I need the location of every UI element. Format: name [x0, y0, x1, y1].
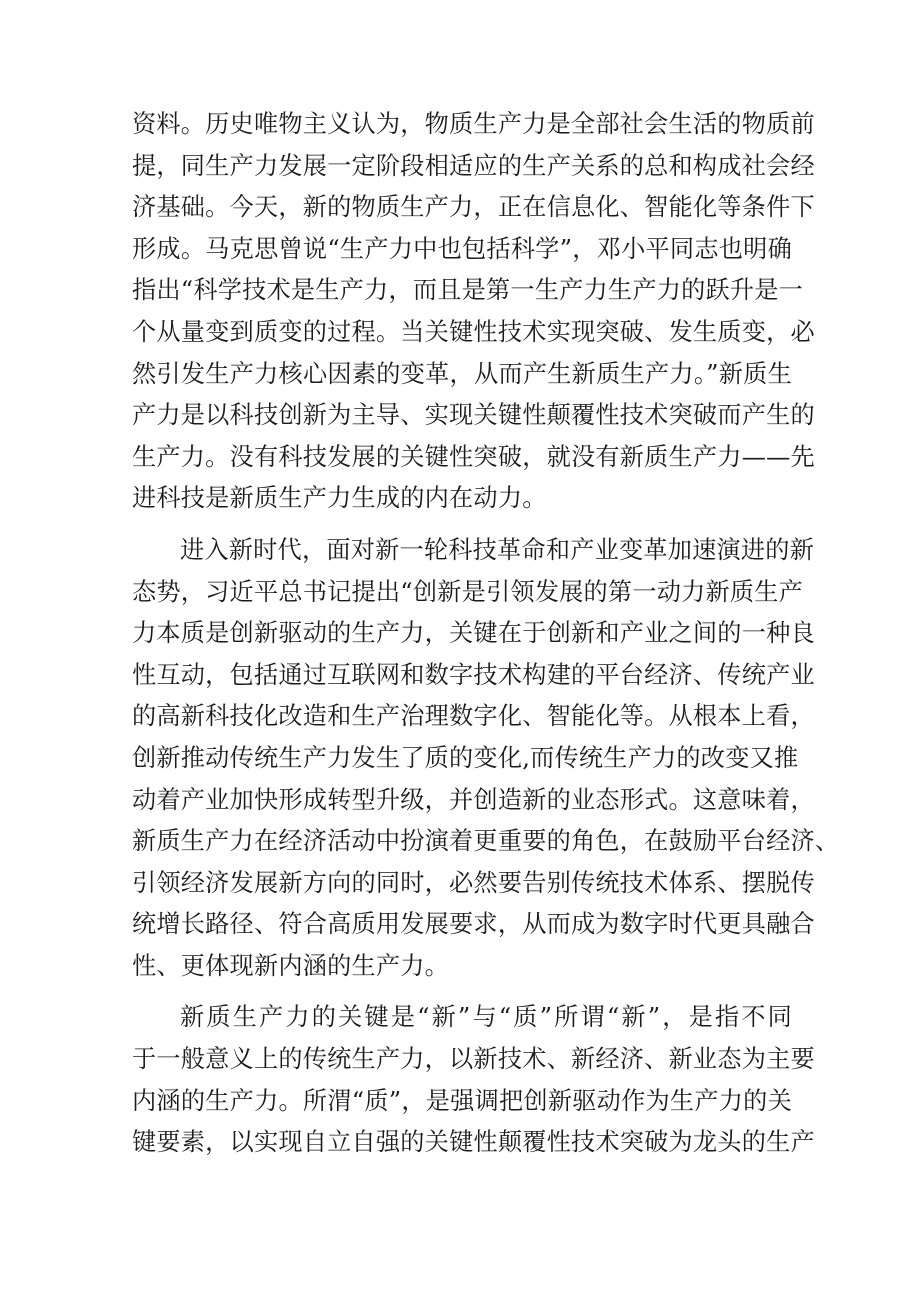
text-line: 形成。马克思曾说“生产力中也包括科学”，邓小平同志也明确: [132, 234, 792, 263]
paragraph-3: [132, 997, 815, 1163]
text-line: 提，同生产力发展一定阶段相适应的生产关系的总和构成社会经: [132, 151, 815, 180]
text-line: 然引发生产力核心因素的变革，从而产生新质生产力。”新质生: [132, 359, 792, 388]
text-line: 进科技是新质生产力生成的内在动力。: [132, 484, 547, 513]
text-line: 于一般意义上的传统生产力，以新技术、新经济、新业态为主要: [132, 1045, 815, 1074]
text-line: 性、更体现新内涵的生产力。: [132, 951, 450, 980]
text-line: 新质生产力在经济活动中扮演着更重要的角色，在鼓励平台经济、: [132, 827, 840, 856]
text-line: 进入新时代，面对新一轮科技革命和产业变革加速演进的新: [180, 535, 815, 564]
text-line: 引领经济发展新方向的同时，必然要告别传统技术体系、摆脱传: [132, 868, 815, 897]
text-line: 济基础。今天，新的物质生产力，正在信息化、智能化等条件下: [132, 193, 815, 222]
text-line: 资料。历史唯物主义认为，物质生产力是全部社会生活的物质前: [132, 110, 815, 138]
text-line: 新质生产力的关键是“新”与“质”所谓“新”，是指不同: [180, 1003, 792, 1032]
text-line: 指出“科学技术是生产力，而且是第一生产力生产力的跃升是一: [132, 276, 804, 305]
text-line: 的高新科技化改造和生产治理数字化、智能化等。从根本上看，: [132, 702, 815, 731]
text-line: 统增长路径、符合高质用发展要求，从而成为数字时代更具融合: [132, 910, 815, 939]
text-line: 个从量变到质变的过程。当关键性技术实现突破、发生质变，必: [132, 317, 815, 346]
paragraph-2: [132, 530, 840, 988]
text-line: 产力是以科技创新为主导、实现关键性颠覆性技术突破而产生的: [132, 401, 815, 430]
text-line: 生产力。没有科技发展的关键性突破，就没有新质生产力——先: [132, 442, 815, 471]
paragraph-1: [132, 104, 815, 520]
text-line: 力本质是创新驱动的生产力，关键在于创新和产业之间的一种良: [132, 619, 815, 648]
text-line: 动着产业加快形成转型升级，并创造新的业态形式。这意味着，: [132, 785, 815, 814]
text-line: 内涵的生产力。所渭“质”，是强调把创新驱动作为生产力的关: [132, 1086, 792, 1115]
text-line: 态势，习近平总书记提出“创新是引领发展的第一动力新质生产: [132, 577, 804, 606]
text-line: 性互动，包括通过互联网和数字技术构建的平台经济、传统产业: [132, 660, 815, 689]
document-body: [132, 104, 840, 1174]
text-line: 键要素，以实现自立自强的关键性颠覆性技术突破为龙头的生产: [132, 1128, 815, 1157]
text-line: 创新推动传统生产力发生了质的变化,而传统生产力的改变又推: [132, 743, 799, 772]
